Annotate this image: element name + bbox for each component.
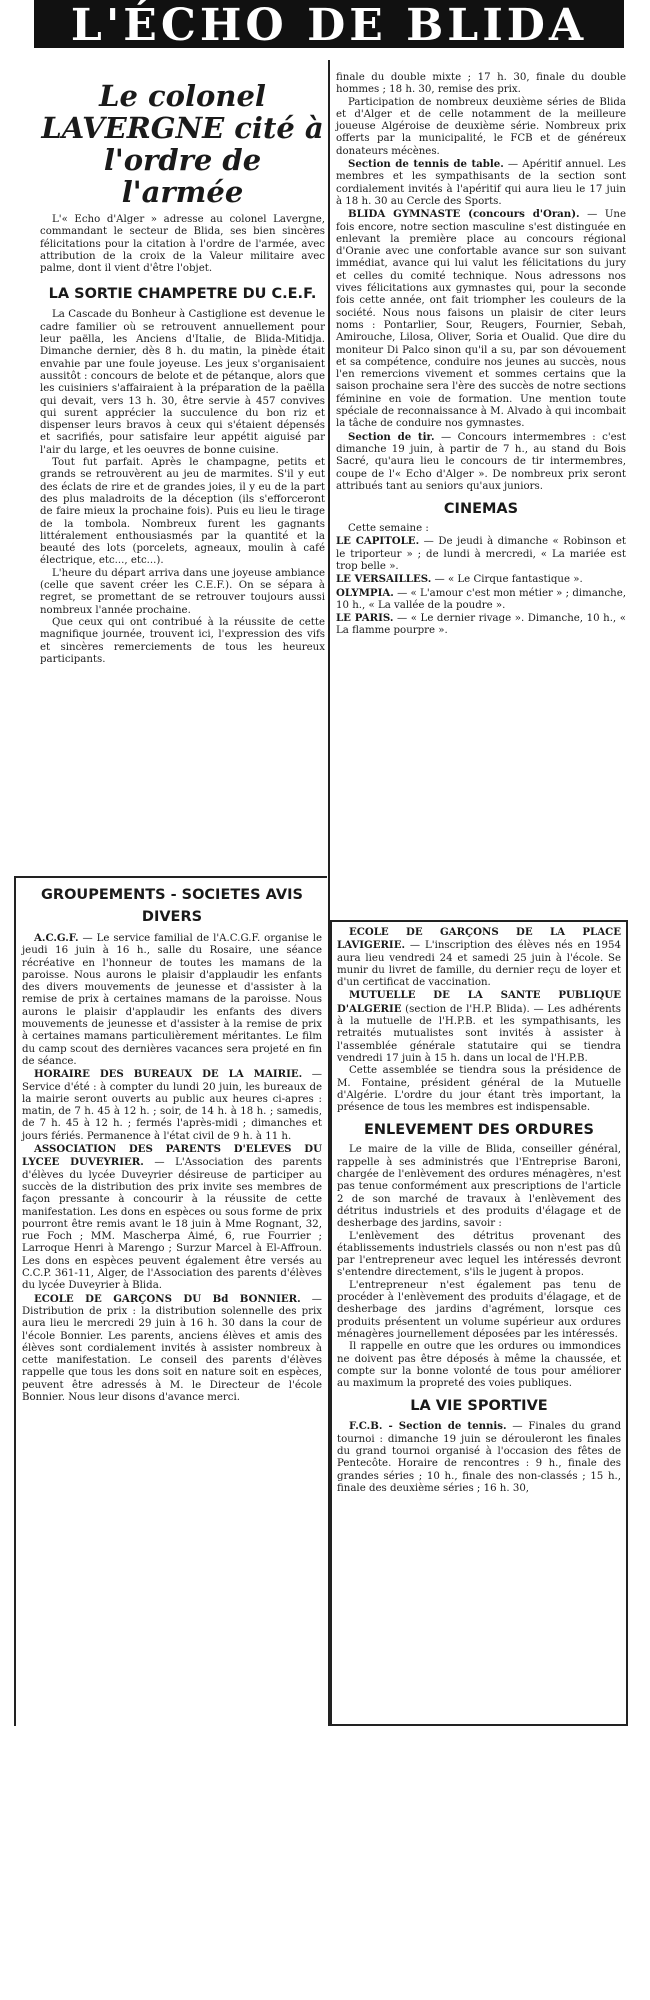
- cinemas-intro: Cette semaine :: [348, 523, 429, 535]
- right-column: [336, 72, 626, 638]
- bonnier-text: — Distribution de prix : la distribution solennelle des prix aura lieu le mercredi 29 juin à 16 h. 30 dans la cour de l'école Bonnier. Les parents, anciens élèves et amis des élèves sont cordialement invités à assister nombreux à cette manifestation. Le conseil des parents d'élèves rappelle que tous les dons soit en nature soit en espèces, peuvent être adressés à M. le Directeur de l'école Bonnier. Nous leur disons d'avance merci.: [22, 1293, 322, 1403]
- tabletennis-lead: Section de tennis de table.: [348, 158, 504, 171]
- sortie-paragraph-3: L'heure du départ arriva dans une joyeuse ambiance (celle que savent créer les C.E.F.). On se sépara à regret, se promettant de se retrouver toujours aussi nombreux l'année prochaine.: [40, 567, 325, 616]
- groupements-top-rule: [14, 876, 327, 878]
- left-column: [40, 72, 325, 666]
- cinema-text: — « Le dernier rivage ». Dimanche, 10 h., « La flamme pourpre ».: [336, 613, 626, 637]
- cinema-item: [336, 587, 626, 613]
- sortie-paragraph-2: Tout fut parfait. Après le champagne, petits et grands se retrouvèrent au jeu de marmites. S'il y eut des éclats de rire et de grandes joies, il y eu de la part des plus maladroits de la déception (ils s'efforceront de faire mieux la prochaine fois). Puis eu lieu le tirage de la tombola. Nombreux furent les gagnants littéralement enthousiasmés par la quantité et la beauté des lots (porcelets, agneaux, moulin à café électrique, etc..., etc...).: [40, 457, 325, 567]
- tennis-continued: finale du double mixte ; 17 h. 30, finale du double hommes ; 18 h. 30, remise des prix.: [336, 72, 626, 96]
- mutuelle-lead: MUTUELLE DE LA SANTE PUBLIQUE D'ALGERIE: [337, 989, 621, 1015]
- laplace-lead: ECOLE DE GARÇONS DE LA PLACE LAVIGERIE.: [337, 926, 621, 952]
- acgf-lead: A.C.G.F.: [34, 932, 79, 944]
- mutuelle-text: (section de l'H.P. Blida). — Les adhérents à la mutuelle de l'H.P.B. et les sympathisants, les retraités mutualistes sont invités à assister à l'assemblée générale statutaire qui se tiendra vendredi 17 juin à 15 h. dans un local de l'H.P.B.: [337, 1003, 621, 1064]
- horaire-text: — Service d'été : à compter du lundi 20 juin, les bureaux de la mairie seront ouverts au public aux heures ci-apres : matin, de 7 h. 45 à 12 h. ; soir, de 14 h. à 18 h. ; samedis, de 7 h. 45 à 12 h. ; fermés l'après-midi ; dimanches et jours fériés. Permanence à l'état civil de 9 h. à 11 h.: [22, 1069, 322, 1142]
- ordures-paragraph-3: L'entrepreneur n'est également pas tenu de procéder à l'enlèvement des produits d'élagage, et de desherbage des jardins d'agrément, lorsque ces produits présentent un volume supérieur aux ordures ménagères journellement déposées par les intéressés.: [337, 1279, 621, 1340]
- masthead: L'ÉCHO DE BLIDA: [34, 0, 624, 48]
- cinema-name: OLYMPIA.: [336, 586, 394, 599]
- assoc-lead: ASSOCIATION DES PARENTS D'ELEVES DU LYCEE DUVEYRIER.: [22, 1143, 322, 1169]
- gym-text: — Une fois encore, notre section masculine s'est distinguée en enlevant la première place au concours régional d'Oranie avec une confortable avance sur son suivant immédiat, avance qui lui valut les félicitations du jury et celles du comité technique. Nous adressons nos vives félicitations aux gymnastes qui, pour la seconde fois cette année, ont fait triompher les couleurs de la société. Nous nous faisons un plaisir de citer leurs noms : Pontarlier, Sour, Reugers, Fournier, Sebah, Amirouche, Lilosa, Oliver, Soria et Oualid. Que dire du moniteur Di Palco sinon qu'il a su, par son dévouement et sa compétence, conduire nos jeunes au succès, nous l'en remercions vivement et sommes certains que la saison prochaine sera l'ère des succès de notre sections féminine en voie de formation. Une mention toute spéciale de reconnaissance à M. Alvado à qui incombait la tâche de conduire nos gymnastes.: [336, 209, 627, 430]
- cinema-text: — « Le Cirque fantastique ».: [431, 574, 583, 586]
- sortie-headline: LA SORTIE CHAMPETRE DU C.E.F.: [48, 286, 317, 303]
- ordures-headline: ENLEVEMENT DES ORDURES: [364, 1122, 594, 1139]
- ordures-paragraph-2: L'enlèvement des détritus provenant des établissements industriels classés ou non n'est pas dû par l'entrepreneur avec lequel les intéressés devront s'entendre directement, s'ils le jugent à propos.: [337, 1230, 621, 1279]
- sortie-paragraph-4: Que ceux qui ont contribué à la réussite de cette magnifique journée, trouvent ici, l'expression des vifs et sincères remerciements de tous les heureux participants.: [40, 616, 325, 665]
- horaire-lead: HORAIRE DES BUREAUX DE LA MAIRIE.: [34, 1068, 303, 1081]
- colonel-headline: Le colonel LAVERGNE cité à l'ordre de l'armée: [41, 79, 324, 209]
- sportive-lead: F.C.B. - Section de tennis.: [349, 1420, 507, 1433]
- cinema-item: [336, 535, 626, 573]
- cinema-name: LE VERSAILLES.: [336, 573, 432, 586]
- groupements-left-rule: [14, 876, 16, 1726]
- sortie-paragraph-1: La Cascade du Bonheur à Castiglione est devenue le cadre familier où se retrouvent annuellement pour leur paëlla, les Anciens d'Italie, de Blida-Mitidja. Dimanche dernier, dès 8 h. du matin, la pinède était envahie par une foule joyeuse. Les jeux s'organisaient aussitôt : concours de belote et de pétanque, alors que les cuisiniers s'affairaient à la préparation de la paëlla qui devait, vers 13 h. 30, être servie à 457 convives qui surent apprécier la succulence du bon riz et dispenser leurs bravos à ceux qui s'étaient dépensés et sacrifiés, pour satisfaire leur appétit aiguisé par l'air du large, et les oeuvres de bonne cuisine.: [40, 309, 325, 456]
- cinema-name: LE CAPITOLE.: [336, 535, 420, 548]
- bonnier-lead: ECOLE DE GARÇONS DU Bd BONNIER.: [34, 1292, 301, 1305]
- gym-lead: BLIDA GYMNASTE (concours d'Oran).: [348, 208, 580, 221]
- ordures-paragraph-1: Le maire de la ville de Blida, conseiller général, rappelle à ses administrés que l'Entreprise Baroni, chargée de l'enlèvement des ordures ménagères, n'est pas tenue conformément aux prescriptions de l'article 2 de son marché de travaux à l'enlèvement des détritus industriels et des produits d'élagage et de desherbage des jardins, savoir :: [337, 1144, 621, 1230]
- colonel-text: L'« Echo d'Alger » adresse au colonel Lavergne, commandant le secteur de Blida, ses bien sincères félicitations pour la citation à l'ordre de l'armée, avec attribution de la croix de la Valeur militaire avec palme, dont il vient d'être l'objet.: [40, 214, 325, 275]
- laplace-text: — L'inscription des élèves nés en 1954 aura lieu vendredi 24 et samedi 25 juin à l'école. Se munir du livret de famille, du dernier reçu de loyer et d'un certificat de vaccination.: [337, 940, 621, 989]
- tir-lead: Section de tir.: [348, 430, 435, 443]
- right-lower-box: [330, 920, 628, 1726]
- cinema-text: — De jeudi à dimanche « Robinson et le triporteur » ; de lundi à mercredi, « La mariée est trop belle ».: [336, 536, 627, 572]
- sportive-text: — Finales du grand tournoi : dimanche 19 juin se dérouleront les finales du grand tournoi organisé à l'occasion des fêtes de Pentecôte. Horaire de rencontres : 9 h., finale des grandes séries ; 10 h., finale des non-classés ; 15 h., finale des deuxième séries ; 16 h. 30,: [337, 1421, 621, 1494]
- assoc-text: — L'Association des parents d'élèves du lycée Duveyrier désireuse de participer au succès de la distribution des prix invite ses membres de façon pressante à concourir à la réussite de cette manifestation. Les dons en espèces ou sous forme de prix pourront être remis avant le 18 juin à Mme Rognant, 32, rue Foch ; MM. Mascherpa Aimé, 6, rue Fourrier ; Larroque Henri à Marengo ; Surzur Marcel à El-Affroun. Les dons en espèces peuvent également être versés au C.C.P. 361-11, Alger, de l'Association des parents d'élèves du lycée Duveyrier à Blida.: [22, 1157, 322, 1292]
- ordures-paragraph-4: Il rappelle en outre que les ordures ou immondices ne doivent pas être déposés à même la chaussée, et compte sur la bonne volonté de tous pour améliorer au maximum la propreté des voies publiques.: [337, 1341, 621, 1390]
- tennis-participation: Participation de nombreux deuxième séries de Blida et d'Alger et de celle notamment de la meilleure joueuse Algéroise de deuxième série. Nombreux prix offerts par la municipalité, le FCB et de généreux donateurs mécènes.: [336, 96, 626, 157]
- cinema-item: [336, 573, 626, 586]
- cinemas-headline: CINEMAS: [443, 501, 519, 518]
- groupements-headline: GROUPEMENTS - SOCIETES AVIS DIVERS: [41, 887, 303, 925]
- cinema-item: [336, 612, 626, 638]
- cinema-text: — « L'amour c'est mon métier » ; dimanche, 10 h., « La vallée de la poudre ».: [336, 587, 626, 611]
- cinema-name: LE PARIS.: [336, 612, 394, 625]
- acgf-text: — Le service familial de l'A.C.G.F. organise le jeudi 16 juin à 16 h., salle du Rosaire, une séance récréative en l'honneur de toutes les mamans de la paroisse. Nous aurons le plaisir d'applaudir les enfants des divers mouvements de jeunesse et d'assister à la remise de prix à certaines mamans de la paroisse. Nous aurons le plaisir d'applaudir les enfants des divers mouvements de jeunesse et d'assister à la remise de prix à certaines mamans particulièrement méritantes. Le film du camp scout des dernières vacances sera projeté en fin de séance.: [22, 933, 322, 1067]
- groupements-column: [22, 880, 322, 1404]
- mutuelle-paragraph-2: Cette assemblée se tiendra sous la présidence de M. Fontaine, président général de la Mutuelle d'Algérie. L'ordre du jour étant très important, la présence de tous les membres est indispensable.: [337, 1065, 621, 1114]
- tabletennis-text: — Apéritif annuel. Les membres et les sympathisants de la section sont cordialement invités à l'apéritif qui aura lieu le 17 juin à 18 h. 30 au Cercle des Sports.: [336, 159, 627, 207]
- sportive-headline: LA VIE SPORTIVE: [410, 1398, 548, 1415]
- tir-text: — Concours intermembres : c'est dimanche 19 juin, à partir de 7 h., au stand du Bois Sacré, qu'aura lieu le concours de tir intermembres, coupe de l'« Echo d'Alger ». De nombreux prix seront attribués tant au seniors qu'aux juniors.: [336, 431, 627, 492]
